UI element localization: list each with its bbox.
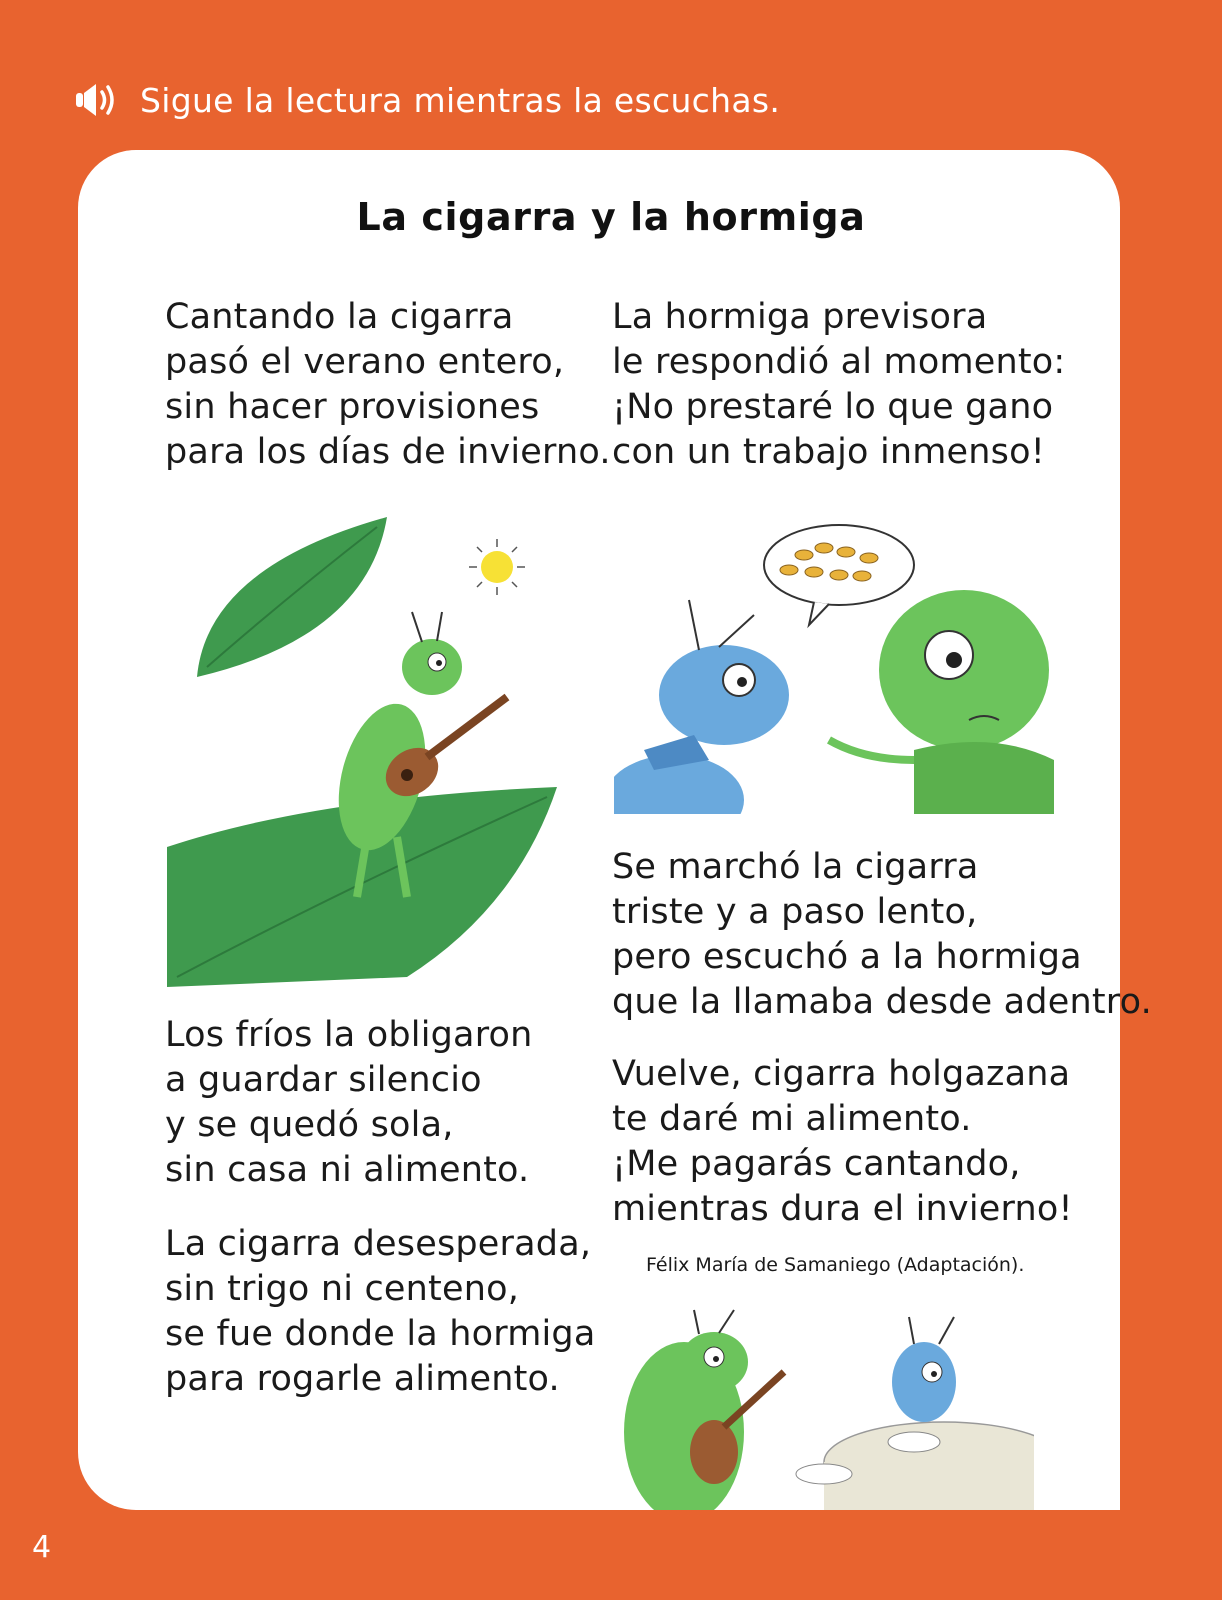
instruction-banner: [74, 80, 780, 120]
table: [796, 1422, 1034, 1510]
poem-line: se fue donde la hormiga: [165, 1314, 596, 1354]
stanza-1: [165, 295, 611, 475]
poem-line: te daré mi alimento.: [612, 1099, 972, 1139]
author-credit: Félix María de Samaniego (Adaptación).: [646, 1254, 1025, 1276]
poem-line: para rogarle alimento.: [165, 1359, 560, 1399]
poem-line: que la llamaba desde adentro.: [612, 982, 1152, 1022]
speaker-icon[interactable]: [74, 80, 126, 120]
poem-line: La hormiga previsora: [612, 297, 988, 337]
cricket-guitar-leaf-illustration: [167, 507, 591, 988]
stanza-3: [612, 845, 1152, 1025]
poem-line: le respondió al momento:: [612, 342, 1066, 382]
poem-line: para los días de invierno.: [165, 432, 611, 472]
poem-line: con un trabajo inmenso!: [612, 432, 1045, 472]
sun-icon: [469, 539, 525, 595]
poem-line: pasó el verano entero,: [165, 342, 565, 382]
instruction-text: Sigue la lectura mientras la escuchas.: [140, 80, 781, 120]
cricket-ant-table-illustration: [614, 1302, 1034, 1510]
ant-cricket-conversation-illustration: [614, 520, 1074, 814]
poem-title: La cigarra y la hormiga: [356, 195, 866, 239]
stanza-4: [165, 1013, 533, 1193]
poem-line: Se marchó la cigarra: [612, 847, 979, 887]
poem-line: Vuelve, cigarra holgazana: [612, 1054, 1071, 1094]
poem-line: Los fríos la obligaron: [165, 1015, 533, 1055]
ant-figure: [614, 600, 789, 814]
stanza-5: [612, 1052, 1073, 1232]
stanza-6: [165, 1222, 596, 1402]
poem-line: mientras dura el invierno!: [612, 1189, 1073, 1229]
cricket-figure: [624, 1310, 748, 1510]
poem-line: sin trigo ni centeno,: [165, 1269, 520, 1309]
poem-line: y se quedó sola,: [165, 1105, 454, 1145]
cricket-figure: [829, 590, 1054, 814]
poem-line: sin casa ni alimento.: [165, 1150, 530, 1190]
poem-line: La cigarra desesperada,: [165, 1224, 592, 1264]
poem-line: triste y a paso lento,: [612, 892, 978, 932]
speech-bubble: [764, 525, 914, 625]
ant-figure: [892, 1317, 956, 1422]
stanza-2: [612, 295, 1065, 475]
poem-line: sin hacer provisiones: [165, 387, 540, 427]
poem-line: pero escuchó a la hormiga: [612, 937, 1082, 977]
poem-line: a guardar silencio: [165, 1060, 482, 1100]
poem-line: ¡Me pagarás cantando,: [612, 1144, 1021, 1184]
poem-line: ¡No prestaré lo que gano: [612, 387, 1054, 427]
poem-line: Cantando la cigarra: [165, 297, 514, 337]
page-number: 4: [32, 1530, 52, 1565]
